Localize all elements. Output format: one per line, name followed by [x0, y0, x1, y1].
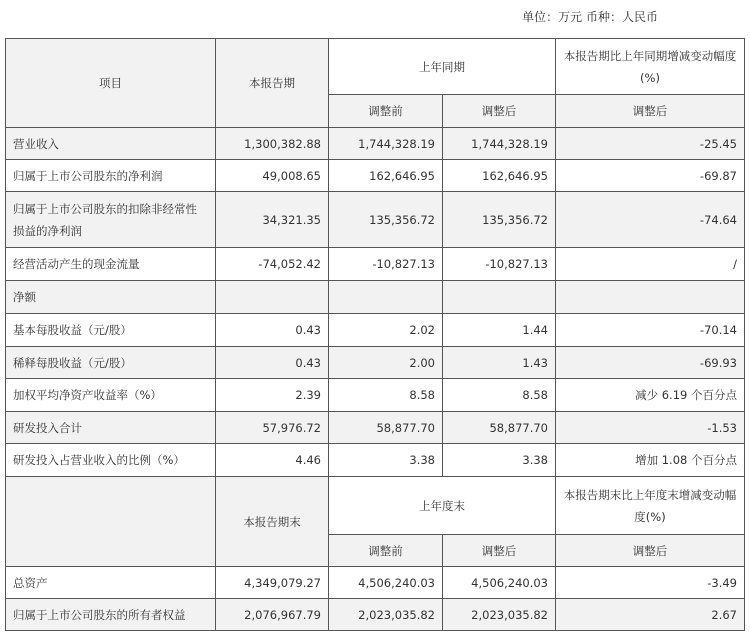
cell-change: -74.64 [556, 192, 745, 248]
cell-change: -3.49 [556, 567, 745, 599]
cell-current: 57,976.72 [216, 412, 329, 444]
table-row [6, 379, 745, 412]
cell-after: 1,744,328.19 [443, 128, 556, 160]
header-prior-year-end: 上年度末 [329, 477, 556, 535]
cell-after: 4,506,240.03 [443, 567, 556, 599]
header-change-after-2: 调整后 [556, 535, 745, 567]
header-item: 项目 [6, 39, 216, 128]
cell-current: 34,321.35 [216, 192, 329, 248]
table-row [6, 567, 745, 599]
cell-change: 增加 1.08 个百分点 [556, 444, 745, 477]
table-row [6, 128, 745, 160]
header-before: 调整前 [329, 95, 443, 128]
row-label: 归属于上市公司股东的净利润 [6, 160, 216, 192]
table-row [6, 160, 745, 192]
row-label: 总资产 [6, 567, 216, 599]
header-before-2: 调整前 [329, 535, 443, 567]
table-row [6, 347, 745, 379]
cell-current: 4.46 [216, 444, 329, 477]
cell-after: 2,023,035.82 [443, 599, 556, 631]
row-label: 基本每股收益（元/股） [6, 314, 216, 347]
row-label: 稀释每股收益（元/股） [6, 347, 216, 379]
cell-change: -69.93 [556, 347, 745, 379]
cell-after: 8.58 [443, 379, 556, 412]
cell-after: 1.44 [443, 314, 556, 347]
cell-before [329, 281, 443, 314]
cell-before: 3.38 [329, 444, 443, 477]
cell-current: 49,008.65 [216, 160, 329, 192]
row-label: 营业收入 [6, 128, 216, 160]
row-label: 归属于上市公司股东的所有者权益 [6, 599, 216, 631]
cell-change: 2.67 [556, 599, 745, 631]
table-row [6, 444, 745, 477]
unit-line: 单位：万元 币种：人民币 [522, 10, 658, 24]
cell-after: 3.38 [443, 444, 556, 477]
table-row [6, 192, 745, 248]
row-label: 净额 [6, 281, 216, 314]
cell-change: -25.45 [556, 128, 745, 160]
cell-current: 0.43 [216, 314, 329, 347]
cell-before: 58,877.70 [329, 412, 443, 444]
row-label: 经营活动产生的现金流量 [6, 248, 216, 281]
cell-change: -70.14 [556, 314, 745, 347]
header-current-period: 本报告期 [216, 39, 329, 128]
cell-after: -10,827.13 [443, 248, 556, 281]
header-after: 调整后 [443, 95, 556, 128]
cell-current: 2,076,967.79 [216, 599, 329, 631]
cell-change: -69.87 [556, 160, 745, 192]
cell-current: 4,349,079.27 [216, 567, 329, 599]
cell-current: 0.43 [216, 347, 329, 379]
cell-before: 4,506,240.03 [329, 567, 443, 599]
header-change: 本报告期比上年同期增减变动幅度(%) [556, 39, 745, 95]
cell-before: 2.00 [329, 347, 443, 379]
cell-after: 58,877.70 [443, 412, 556, 444]
header-current-period-end: 本报告期末 [216, 477, 329, 567]
row-label: 归属于上市公司股东的扣除非经常性损益的净利润 [6, 192, 216, 248]
cell-change: / [556, 248, 745, 281]
cell-before: 8.58 [329, 379, 443, 412]
header-row-3 [6, 477, 745, 535]
cell-current [216, 281, 329, 314]
cell-change: -1.53 [556, 412, 745, 444]
table-row [6, 281, 745, 314]
cell-before: 1,744,328.19 [329, 128, 443, 160]
header-blank [6, 477, 216, 567]
cell-before: 162,646.95 [329, 160, 443, 192]
table-row [6, 412, 745, 444]
cell-current: 1,300,382.88 [216, 128, 329, 160]
cell-before: 2,023,035.82 [329, 599, 443, 631]
row-label: 研发投入合计 [6, 412, 216, 444]
cell-after: 1.43 [443, 347, 556, 379]
cell-current: -74,052.42 [216, 248, 329, 281]
header-after-2: 调整后 [443, 535, 556, 567]
cell-before: 135,356.72 [329, 192, 443, 248]
row-label: 研发投入占营业收入的比例（%） [6, 444, 216, 477]
cell-current: 2.39 [216, 379, 329, 412]
cell-after [443, 281, 556, 314]
cell-change [556, 281, 745, 314]
cell-after: 162,646.95 [443, 160, 556, 192]
table-row [6, 248, 745, 281]
cell-after: 135,356.72 [443, 192, 556, 248]
row-label: 加权平均净资产收益率（%） [6, 379, 216, 412]
header-change-after: 调整后 [556, 95, 745, 128]
financial-table [5, 38, 745, 631]
header-change-2: 本报告期末比上年度末增减变动幅度(%) [556, 477, 745, 535]
cell-change: 减少 6.19 个百分点 [556, 379, 745, 412]
header-prior-period: 上年同期 [329, 39, 556, 95]
header-row-1 [6, 39, 745, 95]
table-row [6, 314, 745, 347]
cell-before: -10,827.13 [329, 248, 443, 281]
table-row [6, 599, 745, 631]
cell-before: 2.02 [329, 314, 443, 347]
